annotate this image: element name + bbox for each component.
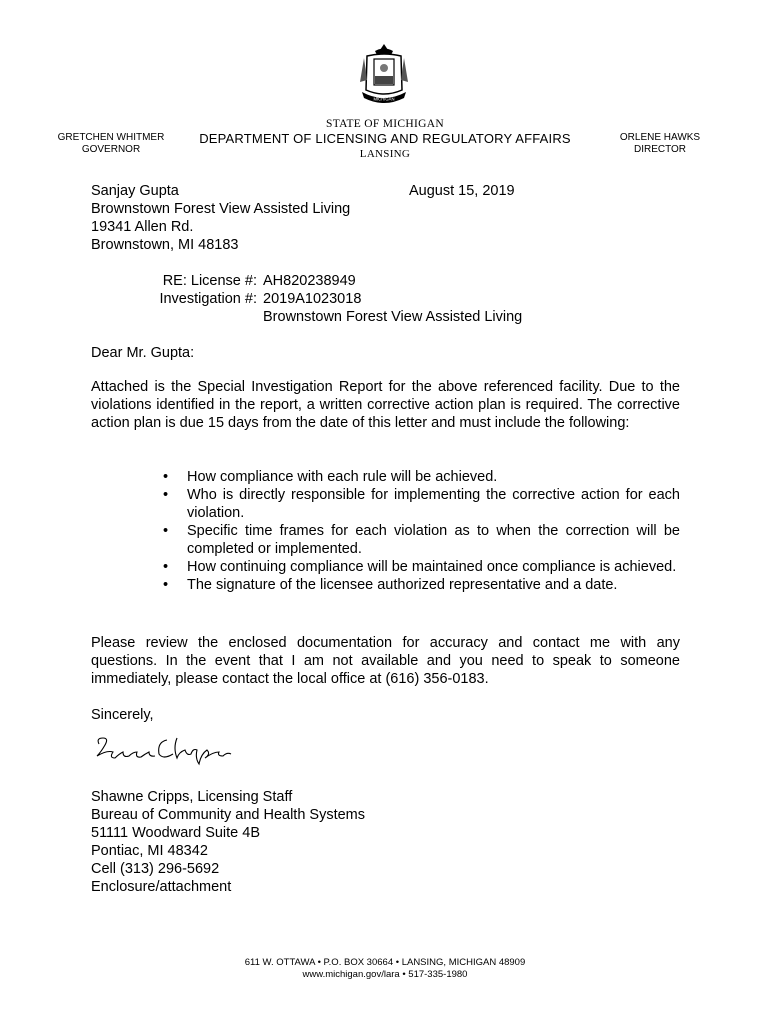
- signature-block: [91, 788, 365, 896]
- department-city: LANSING: [359, 148, 411, 160]
- letter-footer: [0, 957, 770, 981]
- director-block: [595, 132, 725, 156]
- state-name: STATE OF MICHIGAN: [326, 118, 444, 130]
- requirements-list: [160, 468, 680, 594]
- list-item: • Who is directly responsible for implementing the corrective action for each violation.: [163, 487, 680, 521]
- closing: Sincerely,: [91, 707, 154, 723]
- license-label: RE: License #:: [162, 273, 257, 289]
- state-seal-icon: [358, 42, 410, 108]
- bullet-icon: •: [163, 523, 169, 539]
- contact-paragraph: Please review the enclosed documentation for accuracy and contact me with any questions. In the event that I am not available and you need to speak to someone immediately, please contact the local office at (616) 356-0183.: [91, 635, 680, 687]
- sender-name-title: Shawne Cripps, Licensing Staff: [91, 789, 293, 805]
- reference-values: [263, 272, 522, 326]
- license-number: AH820238949: [263, 273, 356, 289]
- enclosure-note: Enclosure/attachment: [91, 879, 232, 895]
- department-name: DEPARTMENT OF LICENSING AND REGULATORY AFFAIRS: [199, 131, 571, 146]
- list-item: • The signature of the licensee authorized representative and a date.: [163, 577, 618, 593]
- sender-cell: Cell (313) 296-5692: [91, 861, 220, 877]
- investigation-number: 2019A1023018: [263, 291, 362, 307]
- bullet-icon: •: [163, 577, 169, 593]
- footer-web-phone: www.michigan.gov/lara • 517-335-1980: [302, 969, 468, 980]
- reference-labels: [91, 272, 257, 308]
- investigation-label: Investigation #:: [159, 291, 257, 307]
- governor-name: GRETCHEN WHITMER: [57, 132, 165, 143]
- list-item: • How compliance with each rule will be achieved.: [163, 469, 498, 485]
- recipient-street: 19341 Allen Rd.: [91, 219, 194, 235]
- recipient-address: [91, 182, 350, 254]
- recipient-city: Brownstown, MI 48183: [91, 237, 239, 253]
- intro-paragraph: Attached is the Special Investigation Report for the above referenced facility. Due to the violations identified in the report, a written corrective action plan is required. The corrective action plan is due 15 days from the date of this letter and must include the following:: [91, 379, 680, 431]
- bullet-icon: •: [163, 469, 169, 485]
- sender-street: 51111 Woodward Suite 4B: [91, 825, 261, 841]
- letter-date: August 15, 2019: [409, 183, 515, 199]
- sender-city: Pontiac, MI 48342: [91, 843, 208, 859]
- director-name: ORLENE HAWKS: [619, 132, 701, 143]
- director-title: DIRECTOR: [633, 144, 687, 155]
- sender-bureau: Bureau of Community and Health Systems: [91, 807, 366, 823]
- list-item: • How continuing compliance will be maintained once compliance is achieved.: [163, 559, 677, 575]
- signature-image: [93, 730, 243, 770]
- bullet-icon: •: [163, 487, 169, 503]
- reference-facility: Brownstown Forest View Assisted Living: [263, 309, 523, 325]
- footer-address: 611 W. OTTAWA • P.O. BOX 30664 • LANSING, MICHIGAN 48909: [244, 957, 526, 968]
- svg-text:MICHIGAN: MICHIGAN: [373, 96, 395, 102]
- bullet-icon: •: [163, 559, 169, 575]
- recipient-facility: Brownstown Forest View Assisted Living: [91, 201, 351, 217]
- salutation: Dear Mr. Gupta:: [91, 345, 195, 361]
- recipient-name: Sanjay Gupta: [91, 183, 179, 199]
- governor-title: GOVERNOR: [81, 144, 141, 155]
- list-item: • Specific time frames for each violation as to when the correction will be completed or implemented.: [163, 523, 680, 557]
- governor-block: [46, 132, 176, 156]
